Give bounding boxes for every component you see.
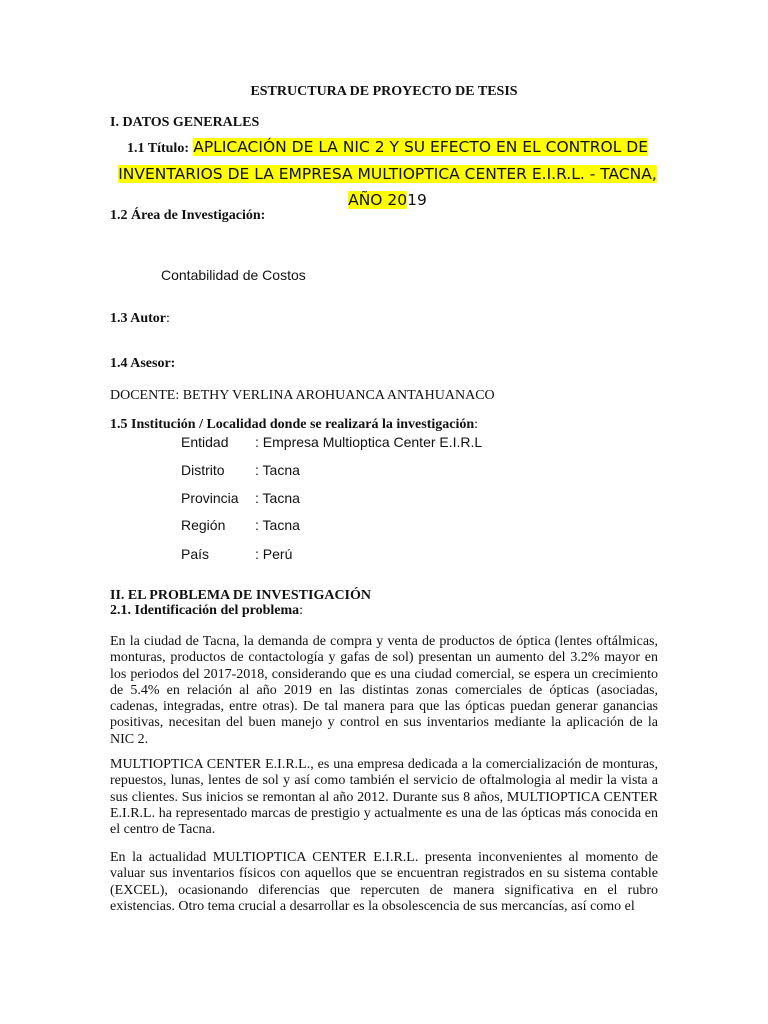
asesor-value: DOCENTE: BETHY VERLINA AROHUANCA ANTAHUANACO bbox=[110, 388, 495, 403]
location-row-pais bbox=[181, 546, 292, 562]
titulo-highlighted-text: APLICACIÓN DE LA NIC 2 Y SU EFECTO EN EL CONTROL DE INVENTARIOS DE LA EMPRESA MULTIOPTICA CENTER E.I.R.L. - TACNA, AÑO 20 bbox=[118, 138, 657, 209]
autor-label: 1.3 Autor bbox=[110, 311, 166, 326]
subsection-heading: 2.1. Identificación del problema bbox=[110, 603, 300, 618]
section2-heading: II. EL PROBLEMA DE INVESTIGACIÓN bbox=[110, 588, 372, 603]
location-row-region bbox=[181, 517, 300, 533]
location-row-distrito bbox=[181, 462, 300, 478]
location-label: Distrito bbox=[181, 462, 225, 478]
paragraph-1: En la ciudad de Tacna, la demanda de compra y venta de productos de óptica (lentes oftálmicas, monturas, productos de contactología y gafas de sol) presentan un aumento del 3.2% mayor en los periodos del 2017-2018, considerando que es una ciudad comercial, se espera un crecimiento de 5.4% en relación al año 2019 en las distintas zonas comerciales de ópticas (asociadas, cadenas, integradas, entre otras). De tal manera para que las ópticas puedan generar ganancias positivas, necesitan del buen manejo y control en sus inventarios mediante la aplicación de la NIC 2. bbox=[110, 634, 658, 747]
tesis-title-block bbox=[110, 134, 665, 213]
location-value: : Perú bbox=[255, 546, 293, 562]
location-row-entidad bbox=[181, 434, 482, 450]
location-value: : Tacna bbox=[255, 462, 300, 478]
section1-heading: I. DATOS GENERALES bbox=[110, 115, 260, 130]
institucion-label: 1.5 Institución / Localidad donde se realizará la investigación bbox=[110, 417, 475, 432]
location-label: Región bbox=[181, 517, 226, 533]
location-label: Provincia bbox=[181, 490, 239, 506]
location-value: : Tacna bbox=[255, 490, 300, 506]
institucion-line bbox=[110, 417, 478, 433]
area-value: Contabilidad de Costos bbox=[161, 267, 306, 283]
institucion-colon: : bbox=[474, 417, 479, 432]
paragraph-2: MULTIOPTICA CENTER E.I.R.L., es una empresa dedicada a la comercialización de monturas, repuestos, lunas, lentes de sol y así como también el servicio de oftalmologia al medir la vista a sus clientes. Sus inicios se remontan al año 2012. Durante sus 8 años, MULTIOPTICA CENTER E.I.R.L. ha representado marcas de prestigio y actualmente es una de las ópticas más conocida en el centro de Tacna. bbox=[110, 757, 658, 838]
titulo-tail-text: 19 bbox=[407, 191, 427, 209]
doc-title: ESTRUCTURA DE PROYECTO DE TESIS bbox=[250, 84, 518, 99]
subsection-line bbox=[110, 603, 303, 619]
location-value: : Tacna bbox=[255, 517, 300, 533]
subsection-colon: : bbox=[299, 603, 304, 618]
paragraph-3: En la actualidad MULTIOPTICA CENTER E.I.R.L. presenta inconvenientes al momento de valuar sus inventarios físicos con aquellos que se encuentran registrados en su sistema contable (EXCEL), ocasionando diferencias que repercuten de manera significativa en el rubro existencias. Otro tema crucial a desarrollar es la obsolescencia de sus mercancías, así como el bbox=[110, 850, 658, 914]
titulo-label: 1.1 Título: bbox=[127, 141, 189, 156]
location-row-provincia bbox=[181, 490, 300, 506]
autor-colon: : bbox=[166, 311, 170, 326]
asesor-label: 1.4 Asesor: bbox=[110, 356, 176, 371]
location-value: : Empresa Multioptica Center E.I.R.L bbox=[255, 434, 483, 450]
location-label: País bbox=[181, 546, 210, 562]
area-label: 1.2 Área de Investigación: bbox=[110, 208, 266, 223]
location-label: Entidad bbox=[181, 434, 229, 450]
autor-line bbox=[110, 311, 170, 327]
